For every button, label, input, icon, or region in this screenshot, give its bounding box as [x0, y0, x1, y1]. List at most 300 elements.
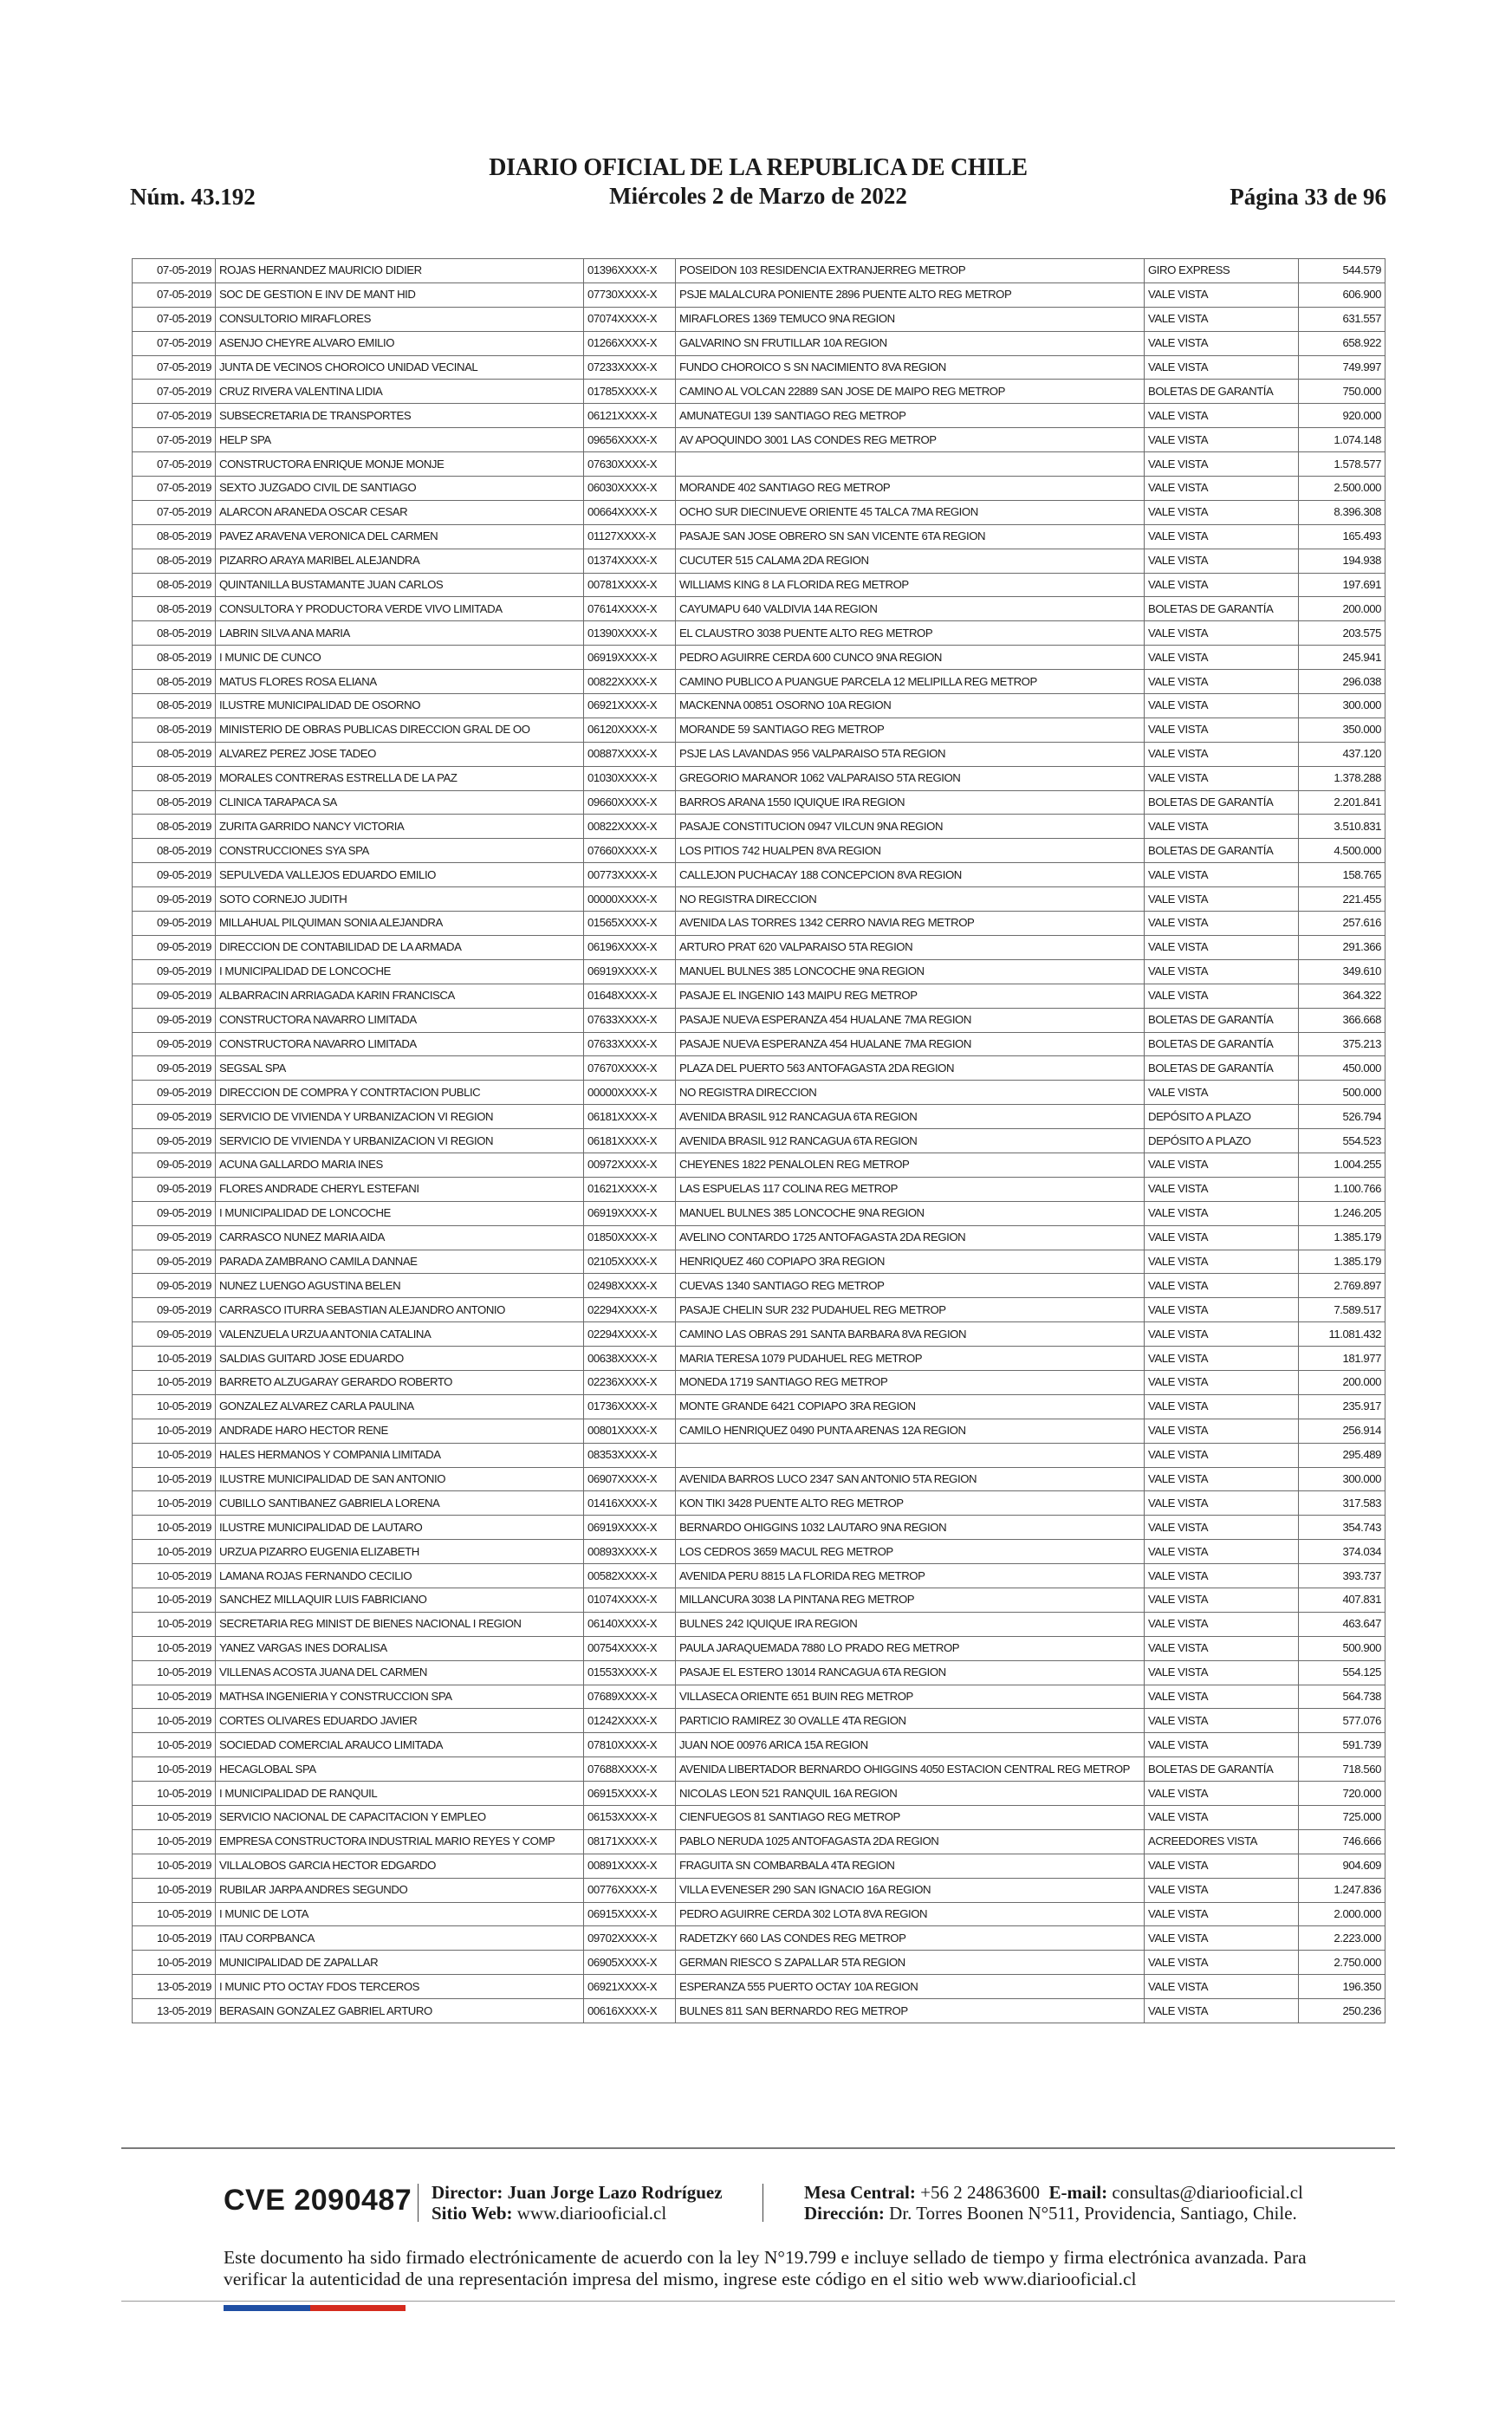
row-rut: 07074XXXX-X	[584, 307, 676, 331]
row-amount: 437.120	[1299, 742, 1385, 766]
row-rut: 06919XXXX-X	[584, 1201, 676, 1225]
row-name: BERASAIN GONZALEZ GABRIEL ARTURO	[216, 1999, 584, 2023]
row-address: PEDRO AGUIRRE CERDA 600 CUNCO 9NA REGION	[676, 646, 1145, 670]
row-date: 09-05-2019	[133, 1105, 216, 1129]
records-table	[132, 258, 1385, 2023]
row-name: ZURITA GARRIDO NANCY VICTORIA	[216, 815, 584, 839]
row-name: FLORES ANDRADE CHERYL ESTEFANI	[216, 1177, 584, 1201]
row-address: CIENFUEGOS 81 SANTIAGO REG METROP	[676, 1806, 1145, 1830]
email-link[interactable]: consultas@diariooficial.cl	[1112, 2182, 1303, 2203]
row-instrument: VALE VISTA	[1145, 1588, 1299, 1612]
row-amount: 1.385.179	[1299, 1225, 1385, 1250]
mesa-phone: +56 2 24863600	[920, 2182, 1040, 2203]
row-date: 10-05-2019	[133, 1516, 216, 1540]
row-instrument: VALE VISTA	[1145, 694, 1299, 718]
row-rut: 00822XXXX-X	[584, 815, 676, 839]
row-rut: 06919XXXX-X	[584, 959, 676, 984]
row-rut: 01242XXXX-X	[584, 1709, 676, 1733]
row-rut: 00582XXXX-X	[584, 1564, 676, 1588]
row-amount: 296.038	[1299, 670, 1385, 694]
row-instrument: VALE VISTA	[1145, 428, 1299, 452]
row-name: MORALES CONTRERAS ESTRELLA DE LA PAZ	[216, 766, 584, 790]
row-rut: 00781XXXX-X	[584, 573, 676, 597]
row-amount: 658.922	[1299, 331, 1385, 355]
row-address: MIRAFLORES 1369 TEMUCO 9NA REGION	[676, 307, 1145, 331]
row-amount: 2.201.841	[1299, 790, 1385, 815]
row-address: PSJE MALALCURA PONIENTE 2896 PUENTE ALTO REG METROP	[676, 282, 1145, 307]
row-rut: 01396XXXX-X	[584, 259, 676, 283]
row-address: BERNARDO OHIGGINS 1032 LAUTARO 9NA REGION	[676, 1516, 1145, 1540]
row-name: CARRASCO NUNEZ MARIA AIDA	[216, 1225, 584, 1250]
row-instrument: VALE VISTA	[1145, 1926, 1299, 1951]
row-date: 10-05-2019	[133, 1926, 216, 1951]
row-amount: 450.000	[1299, 1056, 1385, 1081]
row-date: 08-05-2019	[133, 573, 216, 597]
row-amount: 200.000	[1299, 597, 1385, 621]
row-rut: 06181XXXX-X	[584, 1105, 676, 1129]
row-date: 07-05-2019	[133, 380, 216, 404]
row-instrument: VALE VISTA	[1145, 1419, 1299, 1443]
row-address: AVENIDA BRASIL 912 RANCAGUA 6TA REGION	[676, 1129, 1145, 1153]
table-row	[133, 1709, 1385, 1733]
row-instrument: BOLETAS DE GARANTÍA	[1145, 1032, 1299, 1056]
table-row	[133, 1201, 1385, 1225]
row-date: 10-05-2019	[133, 1491, 216, 1516]
row-amount: 631.557	[1299, 307, 1385, 331]
row-name: I MUNIC DE LOTA	[216, 1902, 584, 1926]
row-name: PIZARRO ARAYA MARIBEL ALEJANDRA	[216, 549, 584, 573]
row-instrument: VALE VISTA	[1145, 1177, 1299, 1201]
row-instrument: VALE VISTA	[1145, 452, 1299, 477]
row-rut: 06120XXXX-X	[584, 718, 676, 742]
row-rut: 06921XXXX-X	[584, 694, 676, 718]
row-name: SUBSECRETARIA DE TRANSPORTES	[216, 404, 584, 428]
row-instrument: VALE VISTA	[1145, 1564, 1299, 1588]
row-name: GONZALEZ ALVAREZ CARLA PAULINA	[216, 1394, 584, 1419]
table-row	[133, 670, 1385, 694]
row-instrument: VALE VISTA	[1145, 1516, 1299, 1540]
row-instrument: VALE VISTA	[1145, 1322, 1299, 1347]
table-row	[133, 524, 1385, 549]
row-name: CONSULTORA Y PRODUCTORA VERDE VIVO LIMITADA	[216, 597, 584, 621]
row-amount: 350.000	[1299, 718, 1385, 742]
row-address: MONEDA 1719 SANTIAGO REG METROP	[676, 1370, 1145, 1394]
row-address: AVENIDA BRASIL 912 RANCAGUA 6TA REGION	[676, 1105, 1145, 1129]
row-name: URZUA PIZARRO EUGENIA ELIZABETH	[216, 1540, 584, 1564]
director-label: Director:	[432, 2182, 503, 2203]
row-address: MARIA TERESA 1079 PUDAHUEL REG METROP	[676, 1347, 1145, 1371]
table-row	[133, 790, 1385, 815]
row-instrument: BOLETAS DE GARANTÍA	[1145, 839, 1299, 863]
row-date: 10-05-2019	[133, 1347, 216, 1371]
row-date: 07-05-2019	[133, 404, 216, 428]
table-row	[133, 1757, 1385, 1782]
row-amount: 257.616	[1299, 912, 1385, 936]
publication-title: DIARIO OFICIAL DE LA REPUBLICA DE CHILE	[489, 154, 1028, 181]
row-date: 10-05-2019	[133, 1685, 216, 1709]
address-label: Dirección:	[804, 2203, 885, 2224]
row-date: 10-05-2019	[133, 1443, 216, 1467]
row-date: 09-05-2019	[133, 863, 216, 887]
row-rut: 01127XXXX-X	[584, 524, 676, 549]
row-name: MILLAHUAL PILQUIMAN SONIA ALEJANDRA	[216, 912, 584, 936]
row-rut: 06030XXXX-X	[584, 477, 676, 501]
row-rut: 00776XXXX-X	[584, 1878, 676, 1902]
row-rut: 07660XXXX-X	[584, 839, 676, 863]
row-instrument: BOLETAS DE GARANTÍA	[1145, 597, 1299, 621]
row-instrument: VALE VISTA	[1145, 1902, 1299, 1926]
row-instrument: VALE VISTA	[1145, 766, 1299, 790]
row-rut: 00638XXXX-X	[584, 1347, 676, 1371]
table-row	[133, 1056, 1385, 1081]
table-row	[133, 1588, 1385, 1612]
row-amount: 718.560	[1299, 1757, 1385, 1782]
row-name: CONSTRUCTORA ENRIQUE MONJE MONJE	[216, 452, 584, 477]
row-rut: 07810XXXX-X	[584, 1733, 676, 1757]
row-amount: 750.000	[1299, 380, 1385, 404]
row-date: 10-05-2019	[133, 1782, 216, 1806]
row-instrument: VALE VISTA	[1145, 1274, 1299, 1298]
row-rut: 07630XXXX-X	[584, 452, 676, 477]
row-address: PASAJE CONSTITUCION 0947 VILCUN 9NA REGION	[676, 815, 1145, 839]
director-line	[432, 2182, 723, 2203]
row-amount: 544.579	[1299, 259, 1385, 283]
row-amount: 500.000	[1299, 1081, 1385, 1105]
row-address: PEDRO AGUIRRE CERDA 302 LOTA 8VA REGION	[676, 1902, 1145, 1926]
row-address: AVELINO CONTARDO 1725 ANTOFAGASTA 2DA REGION	[676, 1225, 1145, 1250]
row-instrument: VALE VISTA	[1145, 935, 1299, 959]
director-block	[432, 2182, 723, 2224]
row-date: 09-05-2019	[133, 984, 216, 1008]
table-row	[133, 1636, 1385, 1660]
table-row	[133, 1806, 1385, 1830]
row-rut: 07730XXXX-X	[584, 282, 676, 307]
table-row	[133, 1951, 1385, 1975]
row-instrument: VALE VISTA	[1145, 621, 1299, 646]
row-date: 09-05-2019	[133, 887, 216, 912]
row-amount: 2.500.000	[1299, 477, 1385, 501]
row-address: MONTE GRANDE 6421 COPIAPO 3RA REGION	[676, 1394, 1145, 1419]
row-rut: 07689XXXX-X	[584, 1685, 676, 1709]
row-amount: 1.100.766	[1299, 1177, 1385, 1201]
table-row	[133, 1081, 1385, 1105]
row-name: SOCIEDAD COMERCIAL ARAUCO LIMITADA	[216, 1733, 584, 1757]
row-name: DIRECCION DE COMPRA Y CONTRTACION PUBLIC	[216, 1081, 584, 1105]
row-rut: 00754XXXX-X	[584, 1636, 676, 1660]
row-amount: 746.666	[1299, 1829, 1385, 1854]
row-instrument: VALE VISTA	[1145, 1250, 1299, 1274]
row-instrument: VALE VISTA	[1145, 1153, 1299, 1177]
row-address: CAYUMAPU 640 VALDIVIA 14A REGION	[676, 597, 1145, 621]
table-row	[133, 1612, 1385, 1636]
row-amount: 554.125	[1299, 1660, 1385, 1685]
row-rut: 02236XXXX-X	[584, 1370, 676, 1394]
table-row	[133, 573, 1385, 597]
table-row	[133, 766, 1385, 790]
row-date: 09-05-2019	[133, 1298, 216, 1322]
row-rut: 01074XXXX-X	[584, 1588, 676, 1612]
row-rut: 01565XXXX-X	[584, 912, 676, 936]
table-row	[133, 259, 1385, 283]
row-rut: 09660XXXX-X	[584, 790, 676, 815]
row-name: SEXTO JUZGADO CIVIL DE SANTIAGO	[216, 477, 584, 501]
row-amount: 1.074.148	[1299, 428, 1385, 452]
row-address: ESPERANZA 555 PUERTO OCTAY 10A REGION	[676, 1975, 1145, 1999]
row-date: 08-05-2019	[133, 646, 216, 670]
row-address: MORANDE 402 SANTIAGO REG METROP	[676, 477, 1145, 501]
table-row	[133, 1999, 1385, 2023]
row-instrument: VALE VISTA	[1145, 282, 1299, 307]
row-name: ITAU CORPBANCA	[216, 1926, 584, 1951]
row-date: 09-05-2019	[133, 1081, 216, 1105]
row-date: 09-05-2019	[133, 1177, 216, 1201]
row-amount: 2.750.000	[1299, 1951, 1385, 1975]
row-amount: 4.500.000	[1299, 839, 1385, 863]
row-instrument: BOLETAS DE GARANTÍA	[1145, 380, 1299, 404]
footer-top-rule	[121, 2147, 1395, 2149]
table-row	[133, 1153, 1385, 1177]
table-row	[133, 1975, 1385, 1999]
row-name: QUINTANILLA BUSTAMANTE JUAN CARLOS	[216, 573, 584, 597]
row-rut: 08171XXXX-X	[584, 1829, 676, 1854]
row-name: I MUNIC PTO OCTAY FDOS TERCEROS	[216, 1975, 584, 1999]
row-rut: 00616XXXX-X	[584, 1999, 676, 2023]
table-row	[133, 887, 1385, 912]
table-row	[133, 1467, 1385, 1491]
website-link[interactable]: www.diariooficial.cl	[516, 2203, 667, 2224]
row-instrument: VALE VISTA	[1145, 1394, 1299, 1419]
row-date: 09-05-2019	[133, 935, 216, 959]
row-name: PAVEZ ARAVENA VERONICA DEL CARMEN	[216, 524, 584, 549]
row-amount: 295.489	[1299, 1443, 1385, 1467]
row-date: 10-05-2019	[133, 1636, 216, 1660]
row-instrument: VALE VISTA	[1145, 1491, 1299, 1516]
row-date: 08-05-2019	[133, 790, 216, 815]
row-address: AVENIDA PERU 8815 LA FLORIDA REG METROP	[676, 1564, 1145, 1588]
row-instrument: VALE VISTA	[1145, 984, 1299, 1008]
row-instrument: VALE VISTA	[1145, 1081, 1299, 1105]
row-date: 08-05-2019	[133, 621, 216, 646]
footer-divider-right	[762, 2184, 763, 2222]
table-row	[133, 452, 1385, 477]
table-row	[133, 1685, 1385, 1709]
row-address: CALLEJON PUCHACAY 188 CONCEPCION 8VA REGION	[676, 863, 1145, 887]
row-name: HALES HERMANOS Y COMPANIA LIMITADA	[216, 1443, 584, 1467]
row-rut: 06181XXXX-X	[584, 1129, 676, 1153]
row-name: CRUZ RIVERA VALENTINA LIDIA	[216, 380, 584, 404]
table-row	[133, 1443, 1385, 1467]
row-date: 10-05-2019	[133, 1806, 216, 1830]
row-instrument: VALE VISTA	[1145, 1636, 1299, 1660]
row-rut: 02294XXXX-X	[584, 1322, 676, 1347]
row-instrument: VALE VISTA	[1145, 1806, 1299, 1830]
cve-code: CVE 2090487	[224, 2184, 412, 2217]
row-date: 10-05-2019	[133, 1660, 216, 1685]
table-row	[133, 282, 1385, 307]
table-row	[133, 1733, 1385, 1757]
row-instrument: VALE VISTA	[1145, 1660, 1299, 1685]
row-amount: 203.575	[1299, 621, 1385, 646]
table-row	[133, 500, 1385, 524]
row-name: SEPULVEDA VALLEJOS EDUARDO EMILIO	[216, 863, 584, 887]
row-instrument: VALE VISTA	[1145, 1709, 1299, 1733]
row-rut: 06919XXXX-X	[584, 1516, 676, 1540]
row-address: BARROS ARANA 1550 IQUIQUE IRA REGION	[676, 790, 1145, 815]
row-address: AVENIDA LAS TORRES 1342 CERRO NAVIA REG METROP	[676, 912, 1145, 936]
row-name: CONSTRUCTORA NAVARRO LIMITADA	[216, 1008, 584, 1032]
row-rut: 07633XXXX-X	[584, 1032, 676, 1056]
row-address: NICOLAS LEON 521 RANQUIL 16A REGION	[676, 1782, 1145, 1806]
row-date: 10-05-2019	[133, 1370, 216, 1394]
row-rut: 06140XXXX-X	[584, 1612, 676, 1636]
row-date: 07-05-2019	[133, 355, 216, 380]
row-amount: 291.366	[1299, 935, 1385, 959]
row-instrument: VALE VISTA	[1145, 477, 1299, 501]
row-address: CAMINO LAS OBRAS 291 SANTA BARBARA 8VA REGION	[676, 1322, 1145, 1347]
row-address: LAS ESPUELAS 117 COLINA REG METROP	[676, 1177, 1145, 1201]
row-instrument: VALE VISTA	[1145, 1612, 1299, 1636]
row-date: 08-05-2019	[133, 524, 216, 549]
flag-bar-blue	[224, 2305, 310, 2311]
row-date: 13-05-2019	[133, 1975, 216, 1999]
table-row	[133, 1491, 1385, 1516]
table-row	[133, 477, 1385, 501]
row-amount: 463.647	[1299, 1612, 1385, 1636]
row-name: SANCHEZ MILLAQUIR LUIS FABRICIANO	[216, 1588, 584, 1612]
row-name: SERVICIO NACIONAL DE CAPACITACION Y EMPLEO	[216, 1806, 584, 1830]
row-name: ILUSTRE MUNICIPALIDAD DE SAN ANTONIO	[216, 1467, 584, 1491]
row-amount: 374.034	[1299, 1540, 1385, 1564]
row-name: CONSULTORIO MIRAFLORES	[216, 307, 584, 331]
row-date: 10-05-2019	[133, 1733, 216, 1757]
row-date: 10-05-2019	[133, 1612, 216, 1636]
row-amount: 904.609	[1299, 1854, 1385, 1878]
row-name: SALDIAS GUITARD JOSE EDUARDO	[216, 1347, 584, 1371]
row-address: GREGORIO MARANOR 1062 VALPARAISO 5TA REGION	[676, 766, 1145, 790]
row-date: 13-05-2019	[133, 1999, 216, 2023]
row-address: PASAJE EL ESTERO 13014 RANCAGUA 6TA REGION	[676, 1660, 1145, 1685]
row-address: NO REGISTRA DIRECCION	[676, 1081, 1145, 1105]
row-rut: 01416XXXX-X	[584, 1491, 676, 1516]
row-address: VILLASECA ORIENTE 651 BUIN REG METROP	[676, 1685, 1145, 1709]
row-name: CONSTRUCTORA NAVARRO LIMITADA	[216, 1032, 584, 1056]
row-instrument: VALE VISTA	[1145, 742, 1299, 766]
row-date: 07-05-2019	[133, 282, 216, 307]
row-amount: 3.510.831	[1299, 815, 1385, 839]
row-amount: 300.000	[1299, 1467, 1385, 1491]
row-date: 09-05-2019	[133, 1032, 216, 1056]
row-rut: 00972XXXX-X	[584, 1153, 676, 1177]
row-instrument: VALE VISTA	[1145, 646, 1299, 670]
row-address: PAULA JARAQUEMADA 7880 LO PRADO REG METROP	[676, 1636, 1145, 1660]
row-amount: 591.739	[1299, 1733, 1385, 1757]
row-instrument: VALE VISTA	[1145, 1878, 1299, 1902]
row-rut: 06905XXXX-X	[584, 1951, 676, 1975]
row-date: 10-05-2019	[133, 1540, 216, 1564]
table-row	[133, 1177, 1385, 1201]
table-row	[133, 742, 1385, 766]
row-instrument: VALE VISTA	[1145, 887, 1299, 912]
row-date: 09-05-2019	[133, 1056, 216, 1081]
contact-line	[804, 2182, 1303, 2203]
table-row	[133, 959, 1385, 984]
row-name: CLINICA TARAPACA SA	[216, 790, 584, 815]
row-instrument: ACREEDORES VISTA	[1145, 1829, 1299, 1854]
table-row	[133, 1225, 1385, 1250]
row-instrument: VALE VISTA	[1145, 524, 1299, 549]
table-row	[133, 935, 1385, 959]
row-amount: 349.610	[1299, 959, 1385, 984]
row-amount: 245.941	[1299, 646, 1385, 670]
table-row	[133, 1322, 1385, 1347]
row-address: LOS CEDROS 3659 MACUL REG METROP	[676, 1540, 1145, 1564]
row-address: CHEYENES 1822 PENALOLEN REG METROP	[676, 1153, 1145, 1177]
row-address: OCHO SUR DIECINUEVE ORIENTE 45 TALCA 7MA REGION	[676, 500, 1145, 524]
row-rut: 00664XXXX-X	[584, 500, 676, 524]
row-address: ARTURO PRAT 620 VALPARAISO 5TA REGION	[676, 935, 1145, 959]
table-row	[133, 1274, 1385, 1298]
row-rut: 07633XXXX-X	[584, 1008, 676, 1032]
row-amount: 194.938	[1299, 549, 1385, 573]
row-instrument: VALE VISTA	[1145, 1782, 1299, 1806]
row-name: I MUNICIPALIDAD DE LONCOCHE	[216, 959, 584, 984]
row-instrument: DEPÓSITO A PLAZO	[1145, 1129, 1299, 1153]
row-address: PASAJE SAN JOSE OBRERO SN SAN VICENTE 6TA REGION	[676, 524, 1145, 549]
row-amount: 577.076	[1299, 1709, 1385, 1733]
row-name: SERVICIO DE VIVIENDA Y URBANIZACION VI REGION	[216, 1129, 584, 1153]
row-date: 07-05-2019	[133, 452, 216, 477]
row-address: NO REGISTRA DIRECCION	[676, 887, 1145, 912]
row-rut: 00801XXXX-X	[584, 1419, 676, 1443]
row-amount: 250.236	[1299, 1999, 1385, 2023]
row-amount: 375.213	[1299, 1032, 1385, 1056]
row-address: LOS PITIOS 742 HUALPEN 8VA REGION	[676, 839, 1145, 863]
row-address: CAMILO HENRIQUEZ 0490 PUNTA ARENAS 12A REGION	[676, 1419, 1145, 1443]
row-amount: 7.589.517	[1299, 1298, 1385, 1322]
row-rut: 08353XXXX-X	[584, 1443, 676, 1467]
row-name: NUNEZ LUENGO AGUSTINA BELEN	[216, 1274, 584, 1298]
row-name: LAMANA ROJAS FERNANDO CECILIO	[216, 1564, 584, 1588]
row-amount: 221.455	[1299, 887, 1385, 912]
row-amount: 725.000	[1299, 1806, 1385, 1830]
row-instrument: VALE VISTA	[1145, 331, 1299, 355]
row-address: MILLANCURA 3038 LA PINTANA REG METROP	[676, 1588, 1145, 1612]
table-row	[133, 1854, 1385, 1878]
row-name: CARRASCO ITURRA SEBASTIAN ALEJANDRO ANTONIO	[216, 1298, 584, 1322]
table-row	[133, 1394, 1385, 1419]
row-address: PSJE LAS LAVANDAS 956 VALPARAISO 5TA REGION	[676, 742, 1145, 766]
row-rut: 06919XXXX-X	[584, 646, 676, 670]
row-name: ALBARRACIN ARRIAGADA KARIN FRANCISCA	[216, 984, 584, 1008]
row-rut: 01374XXXX-X	[584, 549, 676, 573]
row-address: MANUEL BULNES 385 LONCOCHE 9NA REGION	[676, 1201, 1145, 1225]
row-name: SOTO CORNEJO JUDITH	[216, 887, 584, 912]
row-date: 08-05-2019	[133, 597, 216, 621]
row-instrument: VALE VISTA	[1145, 1999, 1299, 2023]
row-address: AVENIDA BARROS LUCO 2347 SAN ANTONIO 5TA REGION	[676, 1467, 1145, 1491]
row-address: CAMINO PUBLICO A PUANGUE PARCELA 12 MELIPILLA REG METROP	[676, 670, 1145, 694]
page-number: Página 33 de 96	[1230, 184, 1386, 210]
row-rut: 02294XXXX-X	[584, 1298, 676, 1322]
row-address: BULNES 242 IQUIQUE IRA REGION	[676, 1612, 1145, 1636]
row-date: 09-05-2019	[133, 1250, 216, 1274]
row-date: 09-05-2019	[133, 912, 216, 936]
row-instrument: VALE VISTA	[1145, 670, 1299, 694]
row-instrument: BOLETAS DE GARANTÍA	[1145, 1056, 1299, 1081]
row-amount: 554.523	[1299, 1129, 1385, 1153]
table-row	[133, 1347, 1385, 1371]
row-address	[676, 452, 1145, 477]
